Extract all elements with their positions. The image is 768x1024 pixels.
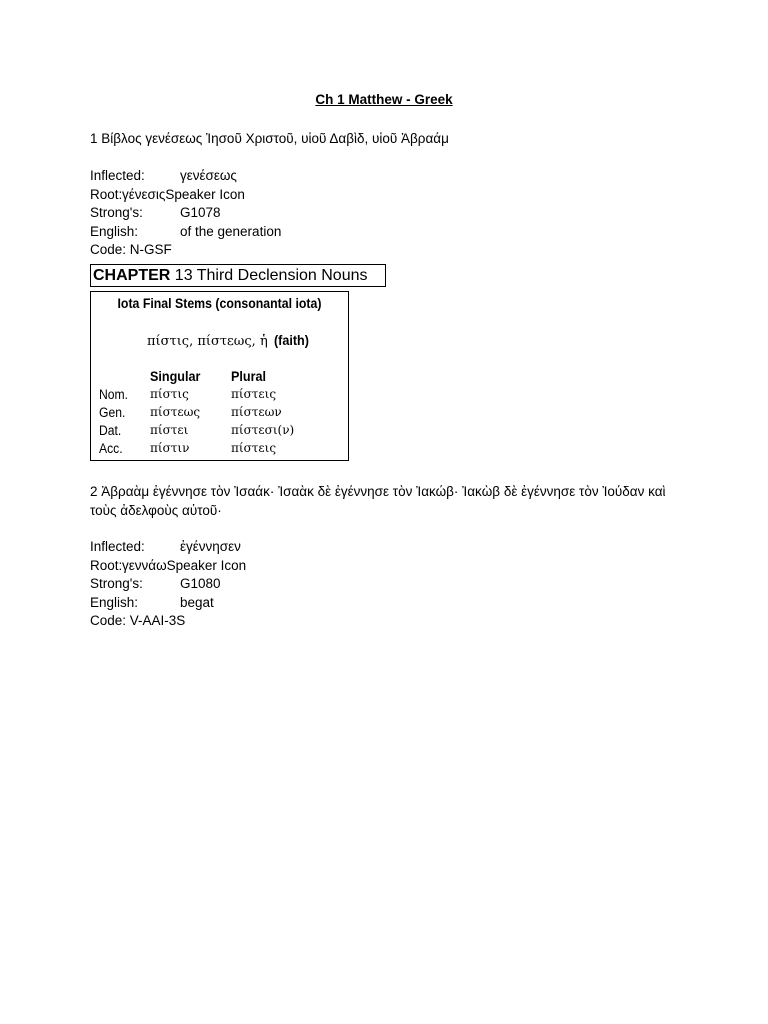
declension-title: Iota Final Stems (consonantal iota) [117,295,322,311]
strongs-row [90,204,245,223]
english-label: English: [90,223,139,239]
document-title: Ch 1 Matthew - Greek [315,92,453,107]
plural-form: πίστεις [231,387,277,401]
strongs-row [90,575,246,594]
singular-header: Singular [150,368,201,384]
verse-1-word-info [90,167,282,260]
code-row: Code: N-GSF [90,242,172,257]
case-label: Nom. [99,387,129,402]
case-row-dat [91,423,348,441]
english-row [90,594,246,613]
declension-word [147,332,311,349]
english-row [90,223,282,242]
declension-table [90,291,349,461]
root-label: Root: [90,557,123,573]
case-row-acc [91,441,348,459]
case-label: Gen. [99,405,126,420]
verse-2-word-info [90,538,246,631]
strongs-value: G1078 [180,205,221,220]
plural-form: πίστεων [231,405,282,419]
case-row-gen [91,405,348,423]
inflected-row [90,538,246,557]
verse-2-text: 2 Ἀβραὰμ ἐγέννησε τὸν Ἰσαάκ· Ἰσαὰκ δὲ ἐγέννησε τὸν Ἰακώβ· Ἰακὼβ δὲ ἐγέννησε τὸν Ἰούδαν καὶ τοὺς ἀδελφοὺς αὐτοῦ· [90,484,666,518]
case-row-nom [91,387,348,405]
root-row [90,186,245,205]
singular-form: πίστεως [150,405,201,419]
english-value: of the generation [180,223,282,239]
english-label: English: [90,594,139,610]
verse-1-text: 1 Βίβλος γενέσεως Ἰησοῦ Χριστοῦ, υἱοῦ Δαβὶδ, υἱοῦ Ἀβραάμ [90,131,449,146]
root-label: Root: [90,186,123,202]
case-label: Acc. [99,441,123,456]
plural-form: πίστεις [231,441,277,455]
singular-form: πίστει [150,423,189,437]
plural-form: πίστεσι(ν) [231,423,295,437]
declension-word-greek: πίστις, πίστεως, ἡ [147,334,268,349]
chapter-heading-text: 13 Third Declension Nouns [170,267,368,284]
root-value: γένεσιςSpeaker Icon [122,186,245,202]
code-row: Code: V-AAI-3S [90,613,186,628]
inflected-label: Inflected: [90,539,145,554]
plural-header: Plural [231,368,267,384]
inflected-row [90,167,245,186]
declension-word-gloss: (faith) [273,332,309,348]
root-value: γεννάωSpeaker Icon [122,557,247,573]
strongs-label: Strong's: [90,576,143,591]
chapter-header [90,264,386,287]
inflected-label: Inflected: [90,168,145,183]
root-row [90,557,246,576]
inflected-value: ἐγέννησεν [180,539,241,554]
singular-form: πίστιν [150,441,190,455]
singular-form: πίστις [150,387,189,401]
inflected-value: γενέσεως [180,168,237,183]
english-value: begat [180,594,214,610]
strongs-label: Strong's: [90,205,143,220]
chapter-label: CHAPTER [93,267,171,284]
strongs-value: G1080 [180,576,221,591]
case-label: Dat. [99,423,122,438]
